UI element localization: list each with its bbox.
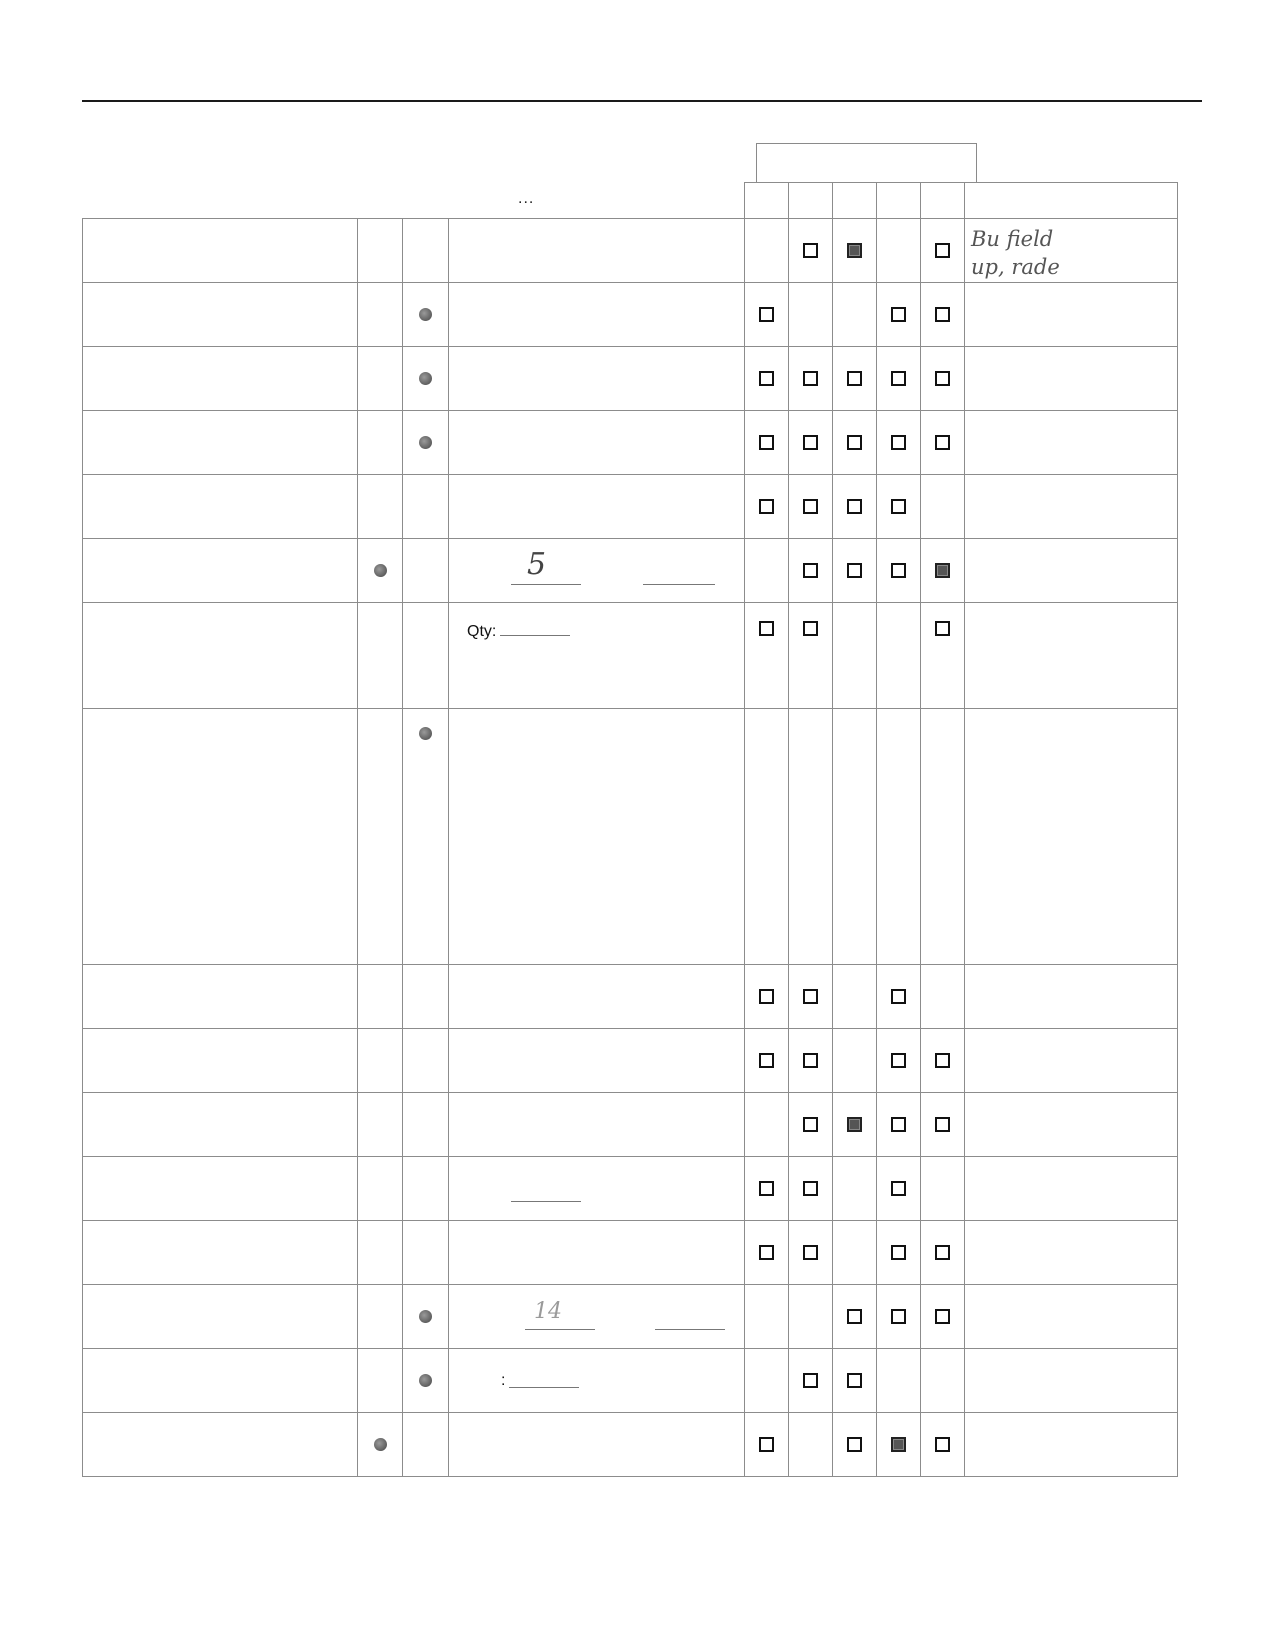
checkbox[interactable] <box>935 307 950 322</box>
checkbox[interactable] <box>847 1437 862 1452</box>
check-cell-3 <box>833 1413 877 1477</box>
checkbox[interactable] <box>891 1181 906 1196</box>
check-cell-4 <box>877 1093 921 1157</box>
check-cell-3 <box>833 1349 877 1413</box>
header-dot2 <box>403 183 449 219</box>
check-cell-5 <box>921 283 965 347</box>
check-cell-4 <box>877 1221 921 1285</box>
checkbox[interactable] <box>803 1117 818 1132</box>
checkbox[interactable] <box>935 1245 950 1260</box>
check-cell-2 <box>789 1093 833 1157</box>
check-cell-5 <box>921 1157 965 1221</box>
row-detail-cell <box>449 539 745 603</box>
row-indicator-cell <box>403 411 449 475</box>
checkbox[interactable] <box>935 1437 950 1452</box>
row-item-cell <box>83 1157 358 1221</box>
checkbox[interactable] <box>847 563 862 578</box>
header-detail <box>449 183 745 219</box>
check-cell-2 <box>789 347 833 411</box>
check-cell-3 <box>833 1221 877 1285</box>
check-cell-3 <box>833 1093 877 1157</box>
checkbox[interactable] <box>891 371 906 386</box>
checkbox[interactable] <box>803 499 818 514</box>
row-indicator-cell <box>403 1349 449 1413</box>
check-cell-1 <box>745 1349 789 1413</box>
check-cell-4 <box>877 475 921 539</box>
checked-checkbox[interactable] <box>891 1437 906 1452</box>
checkbox[interactable] <box>935 435 950 450</box>
check-cell-1 <box>745 1093 789 1157</box>
check-cell-1 <box>745 1029 789 1093</box>
check-cell-1 <box>745 1157 789 1221</box>
row-item-cell <box>83 1413 358 1477</box>
check-cell-2 <box>789 965 833 1029</box>
checkbox[interactable] <box>759 1053 774 1068</box>
check-cell-5 <box>921 1349 965 1413</box>
check-cell-4 <box>877 1285 921 1349</box>
row-indicator-cell <box>403 603 449 709</box>
row-indicator-cell <box>403 1221 449 1285</box>
table-row <box>83 1093 1178 1157</box>
table-row <box>83 475 1178 539</box>
row-indicator-cell <box>403 219 449 283</box>
checkbox[interactable] <box>759 1437 774 1452</box>
filled-dot-mark[interactable] <box>419 1310 432 1323</box>
row-notes-cell[interactable] <box>965 603 1178 709</box>
fill-in-line[interactable] <box>509 1373 579 1388</box>
check-cell-4 <box>877 411 921 475</box>
row-indicator-cell <box>358 1349 403 1413</box>
row-notes-cell[interactable] <box>965 1221 1178 1285</box>
row-notes-cell[interactable] <box>965 709 1178 965</box>
checkbox[interactable] <box>759 1245 774 1260</box>
row-item-cell <box>83 709 358 965</box>
row-indicator-cell <box>403 1029 449 1093</box>
checkbox[interactable] <box>759 989 774 1004</box>
row-indicator-cell <box>403 475 449 539</box>
check-cell-5 <box>921 411 965 475</box>
table-row <box>83 219 1178 283</box>
filled-dot-mark[interactable] <box>419 308 432 321</box>
checkbox[interactable] <box>847 1309 862 1324</box>
check-cell-3 <box>833 603 877 709</box>
inspection-table <box>82 182 1178 1477</box>
checkbox[interactable] <box>759 307 774 322</box>
row-detail-cell <box>449 1093 745 1157</box>
check-cell-3 <box>833 965 877 1029</box>
column-group-header <box>756 143 977 183</box>
row-notes-cell[interactable] <box>965 411 1178 475</box>
row-detail-cell <box>449 283 745 347</box>
check-cell-5 <box>921 965 965 1029</box>
check-cell-2 <box>789 475 833 539</box>
handwritten-quantity: 5 <box>527 547 547 582</box>
fill-in-line[interactable] <box>643 570 715 585</box>
checkbox[interactable] <box>891 1309 906 1324</box>
table-row <box>83 965 1178 1029</box>
fill-in-line[interactable] <box>511 1187 581 1202</box>
header-row <box>83 183 1178 219</box>
check-cell-4 <box>877 1157 921 1221</box>
checkbox[interactable] <box>803 563 818 578</box>
row-detail-cell <box>449 219 745 283</box>
checked-checkbox[interactable] <box>847 243 862 258</box>
row-notes-cell[interactable] <box>965 965 1178 1029</box>
qty-label: Qty: <box>467 623 497 640</box>
checkbox[interactable] <box>759 499 774 514</box>
header-item <box>83 183 358 219</box>
check-cell-5 <box>921 1093 965 1157</box>
row-indicator-cell <box>358 1285 403 1349</box>
checkbox[interactable] <box>935 371 950 386</box>
check-cell-4 <box>877 709 921 965</box>
checked-checkbox[interactable] <box>847 1117 862 1132</box>
check-cell-5 <box>921 709 965 965</box>
check-cell-5 <box>921 1285 965 1349</box>
check-cell-1 <box>745 1221 789 1285</box>
header-dot1 <box>358 183 403 219</box>
qty-input-line[interactable] <box>500 621 570 636</box>
row-item-cell <box>83 347 358 411</box>
row-notes-cell[interactable] <box>965 539 1178 603</box>
check-cell-4 <box>877 1349 921 1413</box>
check-cell-4 <box>877 539 921 603</box>
checkbox[interactable] <box>803 435 818 450</box>
row-detail-cell <box>449 1157 745 1221</box>
filled-dot-mark[interactable] <box>419 436 432 449</box>
row-item-cell <box>83 539 358 603</box>
check-cell-4 <box>877 219 921 283</box>
fill-in-line[interactable] <box>655 1315 725 1330</box>
table-row <box>83 347 1178 411</box>
row-indicator-cell <box>403 709 449 965</box>
check-cell-2 <box>789 603 833 709</box>
checkbox[interactable] <box>847 371 862 386</box>
handwritten-quantity: 14 <box>534 1299 562 1324</box>
row-indicator-cell <box>358 709 403 965</box>
row-indicator-cell <box>403 1413 449 1477</box>
row-item-cell <box>83 1029 358 1093</box>
row-item-cell <box>83 283 358 347</box>
checkbox[interactable] <box>803 1181 818 1196</box>
checkbox[interactable] <box>891 307 906 322</box>
header-ellipsis: ... <box>518 190 535 207</box>
row-indicator-cell <box>358 475 403 539</box>
check-cell-2 <box>789 1413 833 1477</box>
checkbox[interactable] <box>759 435 774 450</box>
table-row <box>83 1029 1178 1093</box>
row-item-cell <box>83 1093 358 1157</box>
row-indicator-cell <box>403 347 449 411</box>
filled-dot-mark[interactable] <box>419 727 432 740</box>
row-notes-cell[interactable] <box>965 1285 1178 1349</box>
filled-dot-mark[interactable] <box>419 1374 432 1387</box>
row-indicator-cell <box>358 411 403 475</box>
check-cell-2 <box>789 219 833 283</box>
table-row <box>83 1349 1178 1413</box>
row-item-cell <box>83 475 358 539</box>
check-cell-1 <box>745 709 789 965</box>
row-detail-cell <box>449 1285 745 1349</box>
check-cell-4 <box>877 603 921 709</box>
check-cell-2 <box>789 539 833 603</box>
check-cell-1 <box>745 1285 789 1349</box>
check-cell-4 <box>877 1029 921 1093</box>
handwritten-note: Bu field up, rade <box>971 227 1060 279</box>
check-cell-3 <box>833 709 877 965</box>
check-cell-1 <box>745 411 789 475</box>
check-cell-3 <box>833 1157 877 1221</box>
checkbox[interactable] <box>891 1117 906 1132</box>
checkbox[interactable] <box>759 371 774 386</box>
row-indicator-cell <box>358 219 403 283</box>
row-indicator-cell <box>403 1285 449 1349</box>
row-detail-cell <box>449 411 745 475</box>
checkbox[interactable] <box>935 1053 950 1068</box>
row-notes-cell[interactable] <box>965 1157 1178 1221</box>
row-notes-cell[interactable] <box>965 283 1178 347</box>
row-indicator-cell <box>358 283 403 347</box>
check-cell-1 <box>745 475 789 539</box>
check-cell-1 <box>745 603 789 709</box>
checkbox[interactable] <box>803 371 818 386</box>
header-check-4 <box>877 183 921 219</box>
check-cell-2 <box>789 411 833 475</box>
table-row <box>83 1413 1178 1477</box>
row-notes-cell[interactable] <box>965 347 1178 411</box>
table-row <box>83 1285 1178 1349</box>
row-indicator-cell <box>358 539 403 603</box>
row-item-cell <box>83 603 358 709</box>
checkbox[interactable] <box>803 1053 818 1068</box>
check-cell-5 <box>921 475 965 539</box>
checkbox[interactable] <box>935 1117 950 1132</box>
row-indicator-cell <box>358 1093 403 1157</box>
check-cell-4 <box>877 1413 921 1477</box>
row-indicator-cell <box>358 965 403 1029</box>
check-cell-5 <box>921 539 965 603</box>
checkbox[interactable] <box>803 1373 818 1388</box>
checkbox[interactable] <box>935 1309 950 1324</box>
check-cell-1 <box>745 283 789 347</box>
row-detail-cell <box>449 709 745 965</box>
row-notes-cell[interactable] <box>965 1413 1178 1477</box>
row-item-cell <box>83 411 358 475</box>
row-indicator-cell <box>358 347 403 411</box>
checkbox[interactable] <box>847 499 862 514</box>
checkbox[interactable] <box>891 435 906 450</box>
row-notes-cell[interactable] <box>965 475 1178 539</box>
filled-dot-mark[interactable] <box>374 564 387 577</box>
header-rule <box>82 100 1202 102</box>
check-cell-4 <box>877 283 921 347</box>
checkbox[interactable] <box>935 243 950 258</box>
table-row <box>83 709 1178 965</box>
row-detail-cell <box>449 1349 745 1413</box>
row-indicator-cell <box>403 965 449 1029</box>
check-cell-1 <box>745 1413 789 1477</box>
checkbox[interactable] <box>847 435 862 450</box>
header-notes <box>965 183 1178 219</box>
row-notes-cell[interactable] <box>965 1029 1178 1093</box>
checkbox[interactable] <box>891 989 906 1004</box>
checkbox[interactable] <box>891 1053 906 1068</box>
checkbox[interactable] <box>803 243 818 258</box>
checkbox[interactable] <box>803 989 818 1004</box>
checkbox[interactable] <box>803 1245 818 1260</box>
row-item-cell <box>83 1285 358 1349</box>
check-cell-5 <box>921 1413 965 1477</box>
row-indicator-cell <box>403 1157 449 1221</box>
colon-label: : <box>501 1371 506 1389</box>
check-cell-4 <box>877 347 921 411</box>
check-cell-5 <box>921 1029 965 1093</box>
header-check-5 <box>921 183 965 219</box>
checkbox[interactable] <box>847 1373 862 1388</box>
table-row <box>83 539 1178 603</box>
row-detail-cell <box>449 475 745 539</box>
table-row <box>83 603 1178 709</box>
check-cell-1 <box>745 965 789 1029</box>
row-indicator-cell <box>403 283 449 347</box>
check-cell-2 <box>789 1029 833 1093</box>
header-check-2 <box>789 183 833 219</box>
row-indicator-cell <box>358 603 403 709</box>
check-cell-3 <box>833 347 877 411</box>
header-check-3 <box>833 183 877 219</box>
check-cell-3 <box>833 283 877 347</box>
header-check-1 <box>745 183 789 219</box>
check-cell-5 <box>921 603 965 709</box>
check-cell-3 <box>833 1029 877 1093</box>
check-cell-5 <box>921 347 965 411</box>
check-cell-3 <box>833 411 877 475</box>
table-row <box>83 411 1178 475</box>
row-detail-cell <box>449 1029 745 1093</box>
filled-dot-mark[interactable] <box>419 372 432 385</box>
row-detail-cell <box>449 1221 745 1285</box>
row-indicator-cell <box>358 1157 403 1221</box>
check-cell-5 <box>921 219 965 283</box>
check-cell-4 <box>877 965 921 1029</box>
row-notes-cell[interactable] <box>965 219 1178 283</box>
row-detail-cell <box>449 603 745 709</box>
checked-checkbox[interactable] <box>935 563 950 578</box>
check-cell-3 <box>833 475 877 539</box>
table-row <box>83 1221 1178 1285</box>
check-cell-2 <box>789 1349 833 1413</box>
check-cell-3 <box>833 1285 877 1349</box>
check-cell-1 <box>745 347 789 411</box>
checkbox[interactable] <box>759 1181 774 1196</box>
checkbox[interactable] <box>891 563 906 578</box>
check-cell-1 <box>745 219 789 283</box>
row-detail-cell <box>449 347 745 411</box>
row-notes-cell[interactable] <box>965 1093 1178 1157</box>
row-indicator-cell <box>358 1029 403 1093</box>
check-cell-1 <box>745 539 789 603</box>
filled-dot-mark[interactable] <box>374 1438 387 1451</box>
checkbox[interactable] <box>803 621 818 636</box>
row-indicator-cell <box>403 1093 449 1157</box>
table-row <box>83 283 1178 347</box>
check-cell-2 <box>789 283 833 347</box>
checkbox[interactable] <box>891 1245 906 1260</box>
row-item-cell <box>83 965 358 1029</box>
check-cell-2 <box>789 1285 833 1349</box>
check-cell-3 <box>833 539 877 603</box>
check-cell-2 <box>789 709 833 965</box>
row-indicator-cell <box>358 1221 403 1285</box>
row-detail-cell <box>449 1413 745 1477</box>
row-item-cell <box>83 1221 358 1285</box>
checkbox[interactable] <box>759 621 774 636</box>
check-cell-2 <box>789 1221 833 1285</box>
row-indicator-cell <box>358 1413 403 1477</box>
row-item-cell <box>83 1349 358 1413</box>
row-notes-cell[interactable] <box>965 1349 1178 1413</box>
check-cell-5 <box>921 1221 965 1285</box>
row-detail-cell <box>449 965 745 1029</box>
check-cell-3 <box>833 219 877 283</box>
checkbox[interactable] <box>935 621 950 636</box>
table-row <box>83 1157 1178 1221</box>
row-item-cell <box>83 219 358 283</box>
checkbox[interactable] <box>891 499 906 514</box>
check-cell-2 <box>789 1157 833 1221</box>
row-indicator-cell <box>403 539 449 603</box>
